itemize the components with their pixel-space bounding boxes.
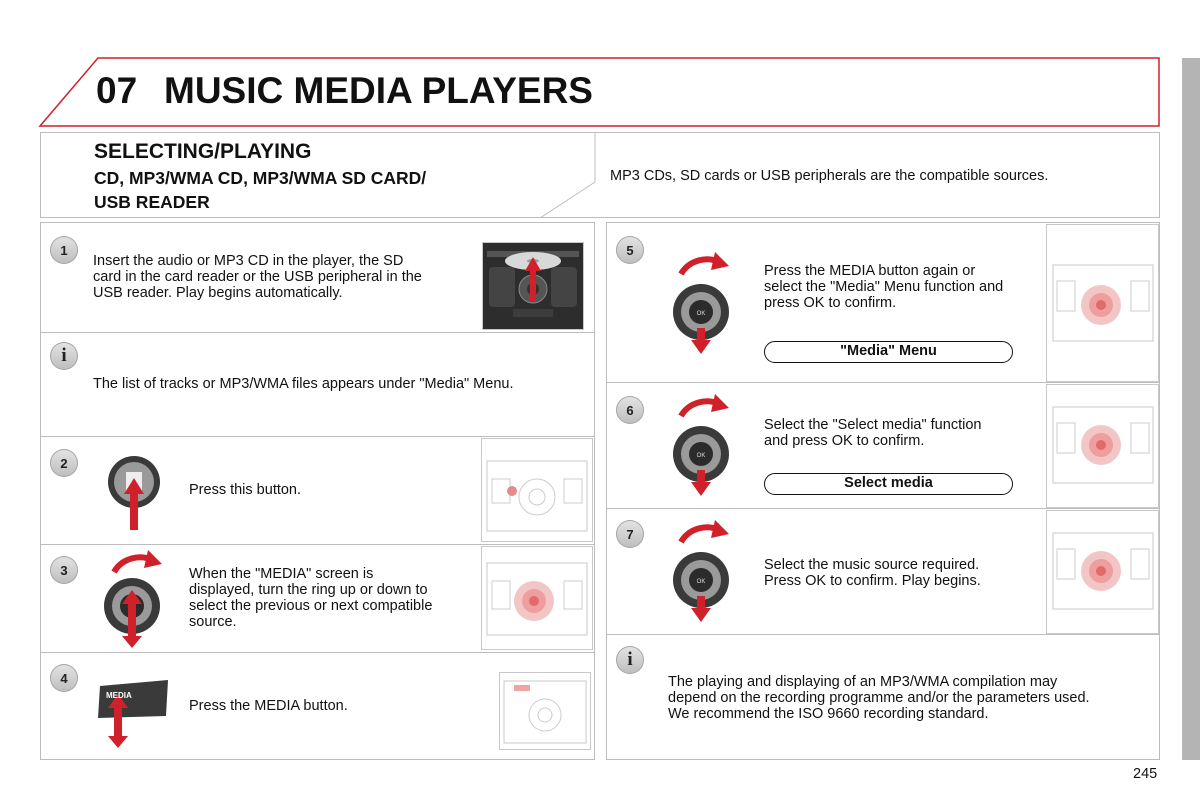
svg-text:OK: OK [696,579,706,585]
step-number-badge: 7 [616,520,644,548]
info-icon: i [616,646,644,674]
step-number-badge: 6 [616,396,644,424]
rotary-knob-icon [667,390,737,498]
control-panel-thumbnail [481,546,593,650]
step-5-text: Press the MEDIA button again or select the "Media" Menu function and press OK to confirm. [764,263,1004,311]
rotary-knob-icon [667,516,737,624]
section-divider [530,132,600,218]
step-6-text: Select the "Select media" function and press OK to confirm. [764,417,982,449]
step-2-text: Press this button. [189,482,302,498]
step-number-badge: 1 [50,236,78,264]
section-intro: MP3 CDs, SD cards or USB peripherals are the compatible sources. [610,168,1049,184]
step-divider [40,544,595,545]
page-number: 245 [1133,766,1158,782]
control-panel-thumbnail [481,438,593,542]
control-panel-thumbnail [1046,384,1159,508]
step-divider [606,508,1160,509]
media-button-icon [96,678,174,748]
info-icon: i [50,342,78,370]
step-divider [606,634,1160,635]
step-7-text: Select the music source required. Press OK to confirm. Play begins. [764,557,981,589]
media-button-round-icon [104,452,164,536]
info-1-text: The list of tracks or MP3/WMA files appears under "Media" Menu. [93,376,514,392]
select-media-label: Select media [764,473,1013,495]
step-divider [40,436,595,437]
step-1-text: Insert the audio or MP3 CD in the player, the SD card in the card reader or the USB peripheral in the USB reader. Play begins automatically. [93,253,422,301]
svg-text:OK: OK [696,311,706,317]
svg-text:OK: OK [696,453,706,459]
chapter-number: 07 [96,70,138,111]
step-number-badge: 3 [50,556,78,584]
control-panel-thumbnail [1046,510,1159,634]
control-panel-thumbnail [499,672,591,750]
step-divider [606,382,1160,383]
step-3-text: When the "MEDIA" screen is displayed, turn the ring up or down to select the previous or next compatible source. [189,566,433,630]
section-subheading: CD, MP3/WMA CD, MP3/WMA SD CARD/ USB READER [94,168,427,212]
rotary-knob-icon [100,546,170,650]
rotary-knob-icon [667,248,737,356]
section-heading: SELECTING/PLAYING [94,140,312,163]
media-button-label: MEDIA [106,691,132,700]
step-number-badge: 4 [50,664,78,692]
step-divider [40,652,595,653]
media-menu-label: "Media" Menu [764,341,1013,363]
side-tab [1182,58,1200,760]
step-number-badge: 2 [50,449,78,477]
info-2-text: The playing and displaying of an MP3/WMA compilation may depend on the recording programme and/or the parameters used. We recommend the ISO 9660 recording standard. [668,674,1090,722]
step-4-text: Press the MEDIA button. [189,698,348,714]
control-panel-thumbnail [1046,224,1159,382]
step-divider [40,332,595,333]
cd-player-image [482,242,584,330]
step-number-badge: 5 [616,236,644,264]
page-title: MUSIC MEDIA PLAYERS [164,70,593,111]
